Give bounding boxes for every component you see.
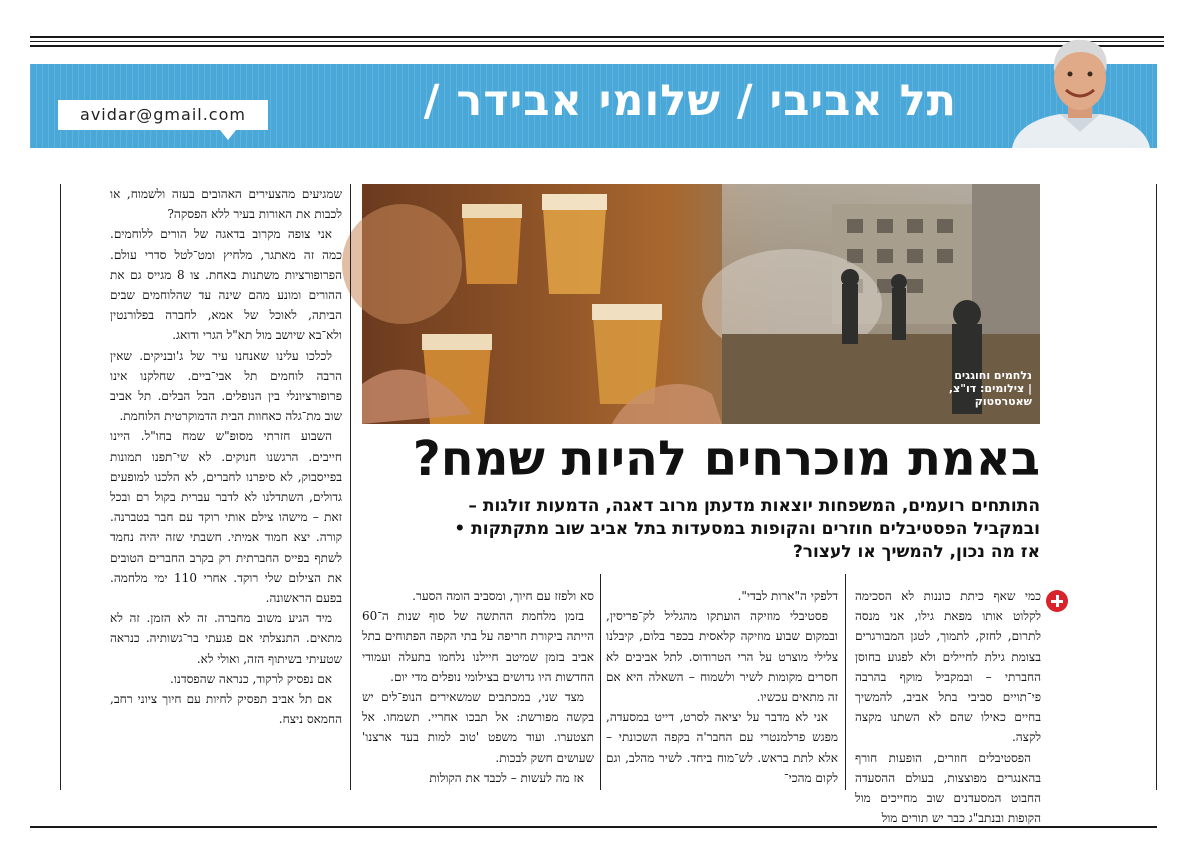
paragraph: פסטיבלי מוזיקה הועתקו מהגליל לק־פריסין, ובמקום שבוע מוזיקה קלאסית בכפר בלום, קיבלנו צלילי מוצרט על הרי הטרודוס. לתל אביבים לא חסרים מקומות לשיר ולשמוח – השאלה היא אם זה מתאים עכשיו. <box>606 609 838 705</box>
caption-line: נלחמים וחוגגים <box>954 369 1032 382</box>
article-column-1 <box>855 586 1041 826</box>
paragraph: אם נפסיק לרקוד, כנראה שהפסדנו. <box>170 671 332 686</box>
author-email[interactable]: avidar@gmail.com <box>58 100 268 130</box>
paragraph: דלפקי ה"ארות לבדי". <box>737 589 838 603</box>
paragraph: הפסטיבלים חוזרים, הופעות חורף בהאנגרים מפוצצות, בעולם ההסעדה החבוט המסעדנים שוב מחייכים מול הקופות ובנתב"ג כבר יש תורים מול <box>855 750 1041 826</box>
paragraph: כמי שאף כיתת כוננות לא הסכימה לקלוט אותו מפאת גילו, אני מנסה לתרום, לחזק, לתמוך, לטגן המבורגרים בצומת גילת לחיילים ולא לפגוע בחוסן החברתי – ובמקביל מוקף בהרבה פי־תויים סביבי בתל אביב, להמשיך בחיים כאילו שהם לא השתנו מקצה לקצה. <box>855 589 1041 745</box>
paragraph: שמגיעים מהצעירים האהובים בעזה ולשמוח, או לכבות את האורות בעיר ללא הפסקה? <box>110 187 342 222</box>
paragraph: אני צופה מקרוב בדאגה של הורים ללוחמים. כמה זה מאתגר, מלחיץ ומט־לטל סדרי עולם. הפרופורציות משתנות באחת. צו 8 מגייס גם את ההורים ומונע מהם שינה עד שהלוחמים שבים הביתה, לאוכל של אמא, לחברה בפלורנטין ולא־בא שיושב מול תא"ל הגרי ודואג. <box>110 227 342 343</box>
subhead-line: התותחים רועמים, המשפחות יוצאות מדעתן מרוב דאגה, הדמעות זולגות – <box>468 496 1040 516</box>
plus-icon <box>1046 590 1068 612</box>
paragraph: לכלכו עלינו שאנחנו עיר של ג'ובניקים. שאין הרבה לוחמים תל אבי־ביים. שחלקנו אינו פרופורציונלי בין הנופלים. הבל הבלים. תל אביב שוב מת־גלה כאחוות הבית הדמוקרטית הלוחמת. <box>110 348 342 424</box>
article-column-4 <box>110 184 342 790</box>
column-divider <box>350 184 351 790</box>
column-divider <box>1156 184 1157 790</box>
paragraph: סא ולפזז עם חיוך, ומסביב הומה הסער. <box>412 589 594 603</box>
paragraph: אז מה לעשות – לכבד את הקולות <box>429 770 584 785</box>
footer-rule <box>30 826 1157 828</box>
photo-caption <box>949 369 1032 408</box>
author-portrait <box>1006 32 1154 148</box>
column-title: תל אביבי / שלומי אבידר / <box>423 76 957 126</box>
article-column-2 <box>606 586 838 790</box>
column-divider <box>845 574 846 790</box>
article-subhead <box>362 495 1040 564</box>
paragraph: אם תל אביב תפסיק לחיות עם חיוך ציוני רחב, החמאס ניצח. <box>110 692 342 727</box>
article-headline: באמת מוכרחים להיות שמח? <box>412 431 1040 487</box>
subhead-line: ובמקביל הפסטיבלים חוזרים והקופות במסעדות בתל אביב שוב מתקתקות • <box>454 519 1040 539</box>
article-photo <box>362 184 1040 424</box>
paragraph: השבוע חזרתי מסופ"ש שמח בחו"ל. היינו חייבים. הרגשנו חנוקים. לא שי־תפנו תמונות בפייסבוק, לא סיפרנו לחברים, לא הלכנו למופעים גדולים, השתדלנו לא לדבר עברית בקול רם ובכל זאת – מישהו צילם אותי רוקד עם חבר בטברנה. קורה. יצא חמוד אמיתי. חשבתי שזה יהיה נחמד לשתף בפייס החברתית רק בקרב החברים הטובים את הצילום שלי רוקד. אחרי 110 ימי מלחמה. בפעם הראשונה. <box>110 429 342 606</box>
caption-line: שאטרסטוק <box>974 395 1032 408</box>
caption-line: | צילומים: דו"צ, <box>948 382 1032 395</box>
column-divider <box>60 184 61 790</box>
paragraph: מצד שני, במכתבים שמשאירים הנופ־לים יש בקשה מפורשת: אל תבכו אחריי. תשמחו. אל תצטערו. ועוד משפט 'טוב למות בעד ארצנו' שעושים חשק לבכות. <box>362 690 594 765</box>
paragraph: מיד הגיע משוב מחברה. זה לא הזמן. זה לא מתאים. התנצלתי אם פגעתי בר־גשותיה. כנראה שטעיתי בשיתוף הזה, ואולי לא. <box>110 611 342 666</box>
paragraph: אני לא מדבר על יציאה לסרט, דייט במסעדה, מפגש פרלמנטרי עם החבר'ה בקפה השכונתי – אלא לתת בראש. לש־מוח ביחד. לשיר מהלב, וגם לקום מהכי־ <box>606 710 838 785</box>
header-rules <box>30 36 1164 50</box>
column-divider <box>600 574 601 790</box>
column-banner <box>30 64 1157 148</box>
article-column-3 <box>362 586 594 790</box>
subhead-line: אז מה נכון, להמשיך או לעצור? <box>792 542 1040 562</box>
paragraph: בזמן מלחמת ההתשה של סוף שנות ה־60 הייתה ביקורת חריפה על בתי הקפה הפתוחים בתל אביב בזמן שמיטב חיילנו נלחמו בתעלה ועמודי החדשות היו גדושים בצילומי נופלים מדי יום. <box>362 609 594 684</box>
